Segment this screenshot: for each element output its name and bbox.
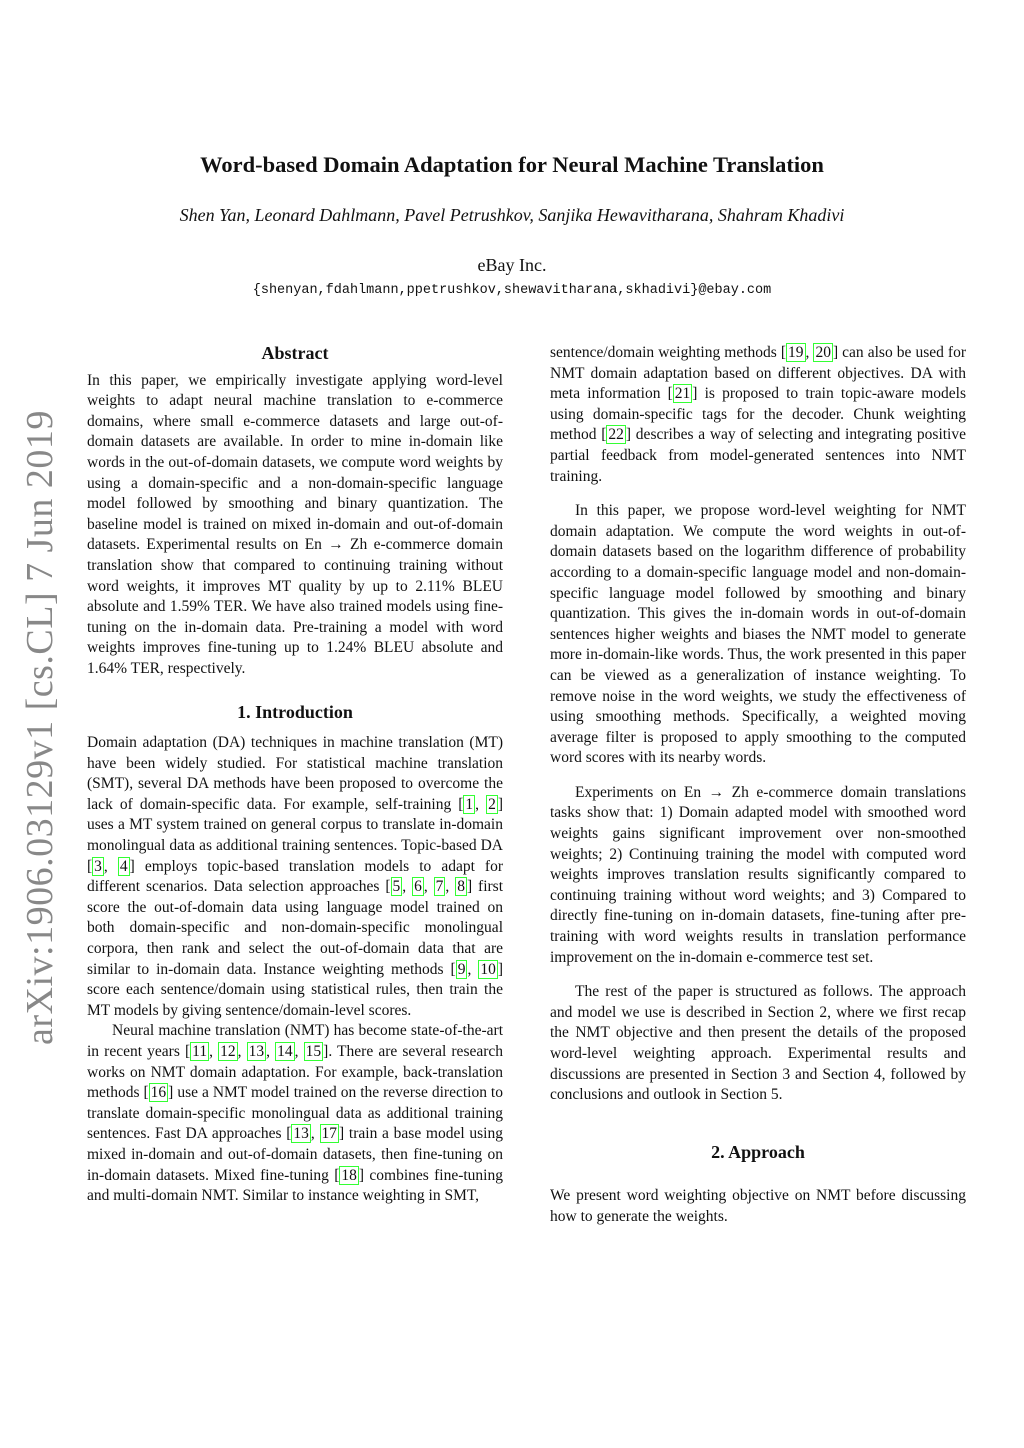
abstract-text: In this paper, we empirically investigate applying word-level weights to adapt neural machine translation to e-commerce domains, where small e-commerce datasets and large out-of-domain datasets are available. In order to mine in-domain like words in the out-of-domain datasets, we compute word weights by using a domain-specific and a non-domain-specific language model followed by smoothing and binary quantization. The baseline model is trained on mixed in-domain and out-of-domain datasets. Experimental results on En → Zh e-commerce domain translation show that compared to continuing training without word weights, it improves MT quality by up to 2.11% BLEU absolute and 1.59% TER. We have also trained models using fine-tuning on the in-domain data. Pre-training a model with word weights improves fine-tuning up to 1.24% BLEU absolute and 1.64% TER, respectively. [87, 371, 503, 677]
citation-link[interactable]: 13 [248, 1043, 265, 1060]
citation-link[interactable]: 5 [392, 878, 401, 896]
citation-link[interactable]: 14 [277, 1043, 293, 1060]
abstract-heading: Abstract [261, 343, 329, 363]
left-column [87, 343, 503, 1207]
citation-link[interactable]: 21 [674, 385, 691, 403]
citation-link[interactable]: 15 [305, 1043, 322, 1060]
paper-title: Word-based Domain Adaptation for Neural Machine Translation [200, 152, 824, 177]
citation-link[interactable]: 11 [192, 1043, 208, 1060]
citation-link[interactable]: 9 [457, 960, 466, 978]
related-work-paragraph: sentence/domain weighting methods [ 19 , 20 ] can also be used for NMT domain adaptation based on different objectives. DA with meta information [ 21 ] is proposed to train topic-aware models using domain-specific tags for the decoder. Chunk weighting method [ 22 ] describes a way of selecting and integrating positive partial feedback from model-generated sentences into NMT training. [550, 344, 966, 485]
author-list: Shen Yan, Leonard Dahlmann, Pavel Petrushkov, Sanjika Hewavitharana, Shahram Khadivi [179, 205, 845, 225]
proposal-paragraph: In this paper, we propose word-level weighting for NMT domain adaptation. We compute the word weights in out-of-domain datasets based on the logarithm difference of probability according to a domain-specific language model and non-domain-specific language model followed by smoothing and binary quantization. This gives the in-domain words in out-of-domain sentences higher weights and biases the NMT model to generate more in-domain-like words. Thus, the work presented in this paper can be viewed as a generalization of instance weighting. To remove noise in the word weights, we study the effectiveness of using smoothing methods. Specifically, a weighted moving average filter is proposed to apply smoothing to the computed word scores with its nearby words. [550, 502, 966, 767]
structure-paragraph: The rest of the paper is structured as follows. The approach and model we use is described in Section 2, where we first recap the NMT objective and then present the details of the proposed word-level weighting approach. Experimental results and discussions are presented in Section 3 and Section 4, followed by conclusions and outlook in Section 5. [550, 983, 966, 1104]
citation-link[interactable]: 12 [220, 1043, 236, 1060]
citation-link[interactable]: 7 [435, 878, 444, 896]
citation-link[interactable]: 1 [465, 795, 474, 813]
author-emails: {shenyan,fdahlmann,ppetrushkov,shewavitharana,skhadivi}@ebay.com [252, 283, 772, 298]
citation-link[interactable]: 17 [321, 1125, 338, 1143]
intro-paragraph-1: Domain adaptation (DA) techniques in machine translation (MT) have been widely studied. For statistical machine translation (SMT), several DA methods have been proposed to overcome the lack of domain-specific data. For example, self-training [ 1 , 2 ] uses a MT system trained on general corpus to translate in-domain monolingual data as additional training sentences. Topic-based DA [ 3 , 4 ] employs topic-based translation models to adapt for different scenarios. Data selection approaches [ 5 , 6 , 7 , 8 ] first score the out-of-domain data using language model trained on both domain-specific and non-domain-specific monolingual corpora, then rank and select the out-of-domain data that are similar to in-domain data. Instance weighting methods [ 9 , 10 ] score each sentence/domain using statistical rules, then train the MT models by giving sentence/domain-level scores. [87, 734, 504, 1019]
arxiv-watermark: arXiv:1906.03129v1 [cs.CL] 7 Jun 2019 [19, 410, 61, 1045]
approach-heading: 2. Approach [711, 1141, 805, 1162]
intro-heading: 1. Introduction [237, 701, 353, 722]
citation-link[interactable]: 22 [608, 426, 624, 444]
citation-link[interactable]: 8 [457, 878, 465, 896]
intro-paragraph-2: Neural machine translation (NMT) has become state-of-the-art in recent years [ 11 , 12 , 13 , 14 , 15 ]. There are several research works on NMT domain adaptation. For example, back-translation methods [ 16 ] use a NMT model trained on the reverse direction to translate domain-specific monolingual data as additional training sentences. Fast DA approaches [ 13 , 17 ] train a base model using mixed in-domain and out-of-domain datasets, then fine-tuning on in-domain datasets. Mixed fine-tuning [ 18 ] combines fine-tuning and multi-domain NMT. Similar to instance weighting in SMT, [87, 1022, 504, 1205]
citation-link[interactable]: 6 [414, 878, 422, 896]
citation-link[interactable]: 4 [119, 857, 128, 875]
right-column [550, 343, 966, 1228]
approach-paragraph: We present word weighting objective on NMT before discussing how to generate the weights. [550, 1187, 966, 1225]
citation-link[interactable]: 18 [341, 1166, 357, 1184]
citation-link[interactable]: 3 [94, 857, 102, 875]
citation-link[interactable]: 2 [488, 795, 496, 813]
citation-link[interactable]: 16 [150, 1084, 167, 1102]
affiliation: eBay Inc. [477, 255, 547, 275]
citation-link[interactable]: 19 [788, 344, 804, 361]
citation-link[interactable]: 13 [293, 1125, 309, 1143]
citation-link[interactable]: 20 [815, 344, 831, 361]
citation-link[interactable]: 10 [480, 960, 496, 978]
experiments-paragraph: Experiments on En → Zh e-commerce domain translations tasks show that: 1) Domain adapted model with smoothed word weights gains significant improvement over non-smoothed weights; 2) Continuing training the model with computed word weights improves translation results significantly compared to continuing training without word weights; and 3) Compared to directly fine-tuning on in-domain datasets, fine-tuning after pre-training with word weights results in translation performance improvement on the in-domain e-commerce test set. [550, 783, 966, 966]
